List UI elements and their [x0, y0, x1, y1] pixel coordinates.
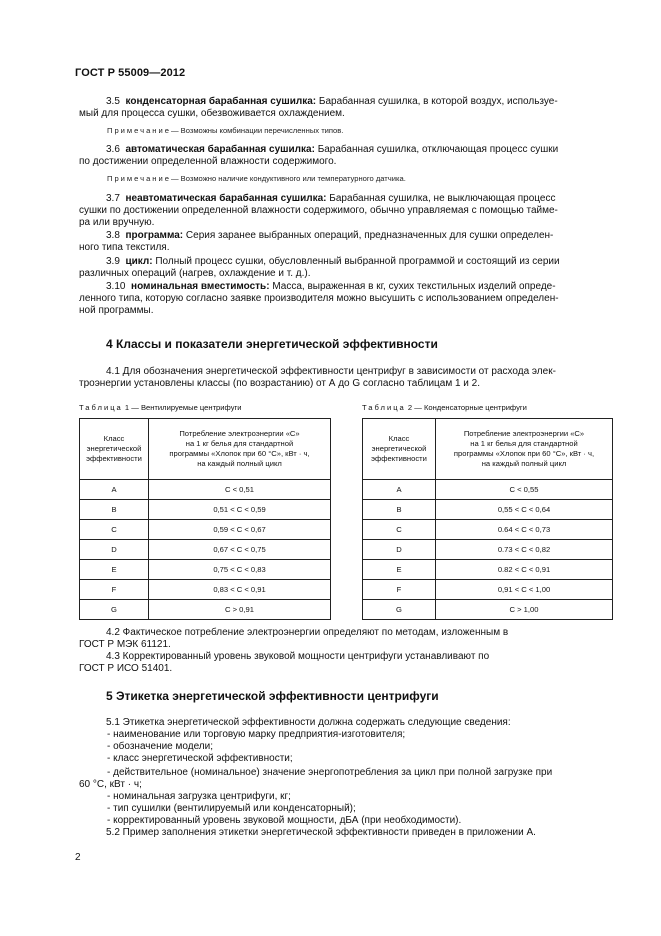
definition-3-8-cont: ного типа текстиля.	[79, 242, 170, 253]
table-cell-value: 0.82 < C < 0,91	[436, 560, 613, 580]
definition-3-7: 3.7 неавтоматическая барабанная сушилка: Барабанная сушилка, не выключающая процесс	[106, 193, 556, 204]
table-cell-class: E	[80, 560, 149, 580]
table-row	[363, 500, 613, 520]
table-cell-class: D	[363, 540, 436, 560]
definition-3-7-cont2: ра или вручную.	[79, 217, 155, 228]
note-2: Примечание— Возможно наличие кондуктивного или температурного датчика.	[107, 174, 406, 183]
table-1	[79, 418, 331, 620]
paragraph-4-1: 4.1 Для обозначения энергетической эффективности центрифуг в зависимости от расхода элек-	[106, 366, 556, 377]
table-cell-value: 0,75 < C < 0,83	[149, 560, 331, 580]
table-cell-class: A	[363, 480, 436, 500]
table-cell-value: C < 0,55	[436, 480, 613, 500]
table-row	[363, 560, 613, 580]
table-2-caption: Таблица 2 — Конденсаторные центрифуги	[362, 403, 527, 412]
page-number: 2	[75, 852, 81, 863]
definition-3-8: 3.8 программа: Серия заранее выбранных операций, предназначенных для сушки определен-	[106, 230, 554, 241]
table-cell-class: B	[80, 500, 149, 520]
table-2-header-row	[363, 419, 613, 480]
table-row	[80, 520, 331, 540]
table-row	[80, 480, 331, 500]
list-item: - класс энергетической эффективности;	[107, 753, 293, 764]
table-2-head-consumption: Потребление электроэнергии «С» на 1 кг белья для стандартной программы «Хлопок при 60 °С», кВт · ч, на каждый полный цикл	[436, 419, 613, 480]
paragraph-4-1-cont: троэнергии установлены классы (по возрастанию) от А до G согласно таблицам 1 и 2.	[79, 378, 481, 389]
note-1: Примечание— Возможны комбинации перечисленных типов.	[107, 126, 344, 135]
paragraph-4-3-cont: ГОСТ Р ИСО 51401.	[79, 663, 173, 674]
definition-3-7-cont: сушки по достижении определенной влажности содержимого, обычно управляемая с помощью тайме-	[79, 205, 558, 216]
table-cell-value: C < 0,51	[149, 480, 331, 500]
table-1-head-consumption: Потребление электроэнергии «С» на 1 кг белья для стандартной программы «Хлопок при 60 °С», кВт · ч, на каждый полный цикл	[149, 419, 331, 480]
paragraph-5-2: 5.2 Пример заполнения этикетки энергетической эффективности приведен в приложении А.	[106, 827, 536, 838]
table-cell-value: C > 0,91	[149, 600, 331, 620]
table-1-header-row	[80, 419, 331, 480]
table-2-head-class: Класс энергетической эффективности	[363, 419, 436, 480]
table-row	[363, 580, 613, 600]
definition-3-10-cont2: ной программы.	[79, 305, 154, 316]
list-item: - корректированный уровень звуковой мощности, дБА (при необходимости).	[107, 815, 462, 826]
table-row	[80, 580, 331, 600]
table-cell-class: C	[80, 520, 149, 540]
definition-3-5-cont: мый для процесса сушки, обезвоживается охлаждением.	[79, 108, 345, 119]
paragraph-4-3: 4.3 Корректированный уровень звуковой мощности центрифуги устанавливают по	[106, 651, 490, 662]
list-item: - действительное (номинальное) значение энергопотребления за цикл при полной загрузке при	[107, 767, 553, 778]
list-item-cont: 60 °С, кВт · ч;	[79, 779, 142, 790]
table-cell-class: G	[363, 600, 436, 620]
list-item: - номинальная загрузка центрифуги, кг;	[107, 791, 291, 802]
table-cell-class: A	[80, 480, 149, 500]
table-cell-value: 0,59 < C < 0,67	[149, 520, 331, 540]
table-cell-value: 0.73 < C < 0,82	[436, 540, 613, 560]
table-row	[80, 560, 331, 580]
table-cell-value: 0,55 < C < 0,64	[436, 500, 613, 520]
table-1-head-class: Класс энергетической эффективности	[80, 419, 149, 480]
table-row	[363, 540, 613, 560]
table-cell-value: 0,83 < C < 0,91	[149, 580, 331, 600]
table-cell-class: E	[363, 560, 436, 580]
table-cell-value: 0,91 < C < 1,00	[436, 580, 613, 600]
definition-3-5: 3.5 конденсаторная барабанная сушилка: Барабанная сушилка, в которой воздух, используе-	[106, 96, 558, 107]
paragraph-5-1: 5.1 Этикетка энергетической эффективности должна содержать следующие сведения:	[106, 717, 511, 728]
table-2	[362, 418, 613, 620]
table-cell-value: 0,51 < C < 0,59	[149, 500, 331, 520]
paragraph-4-2: 4.2 Фактическое потребление электроэнергии определяют по методам, изложенным в	[106, 627, 509, 638]
definition-3-10-cont: ленного типа, которую согласно заявке производителя можно высушить с использованием определен-	[79, 293, 559, 304]
document-header: ГОСТ Р 55009—2012	[75, 67, 186, 79]
table-cell-value: C > 1,00	[436, 600, 613, 620]
table-cell-class: C	[363, 520, 436, 540]
table-cell-value: 0.64 < C < 0,73	[436, 520, 613, 540]
definition-3-9-cont: различных операций (нагрев, охлаждение и т. д.).	[79, 268, 311, 279]
table-row	[363, 520, 613, 540]
table-1-caption: Таблица 1 — Вентилируемые центрифуги	[79, 403, 242, 412]
table-row	[80, 500, 331, 520]
definition-3-10: 3.10 номинальная вместимость: Масса, выраженная в кг, сухих текстильных изделий опреде-	[106, 281, 556, 292]
table-cell-class: F	[363, 580, 436, 600]
table-cell-class: G	[80, 600, 149, 620]
table-row	[363, 480, 613, 500]
table-row	[363, 600, 613, 620]
table-cell-class: F	[80, 580, 149, 600]
table-cell-class: D	[80, 540, 149, 560]
definition-3-9: 3.9 цикл: Полный процесс сушки, обусловленный выбранной программой и состоящий из серии	[106, 256, 560, 267]
paragraph-4-2-cont: ГОСТ Р МЭК 61121.	[79, 639, 171, 650]
definition-3-6: 3.6 автоматическая барабанная сушилка: Барабанная сушилка, отключающая процесс сушки	[106, 144, 559, 155]
definition-3-6-cont: по достижении определенной влажности содержимого.	[79, 156, 337, 167]
table-row	[80, 600, 331, 620]
table-cell-value: 0,67 < C < 0,75	[149, 540, 331, 560]
table-row	[80, 540, 331, 560]
list-item: - обозначение модели;	[107, 741, 213, 752]
section-5-heading: 5 Этикетка энергетической эффективности центрифуги	[106, 689, 439, 703]
table-cell-class: B	[363, 500, 436, 520]
section-4-heading: 4 Классы и показатели энергетической эффективности	[106, 337, 438, 351]
list-item: - наименование или торговую марку предприятия-изготовителя;	[107, 729, 406, 740]
list-item: - тип сушилки (вентилируемый или конденсаторный);	[107, 803, 356, 814]
